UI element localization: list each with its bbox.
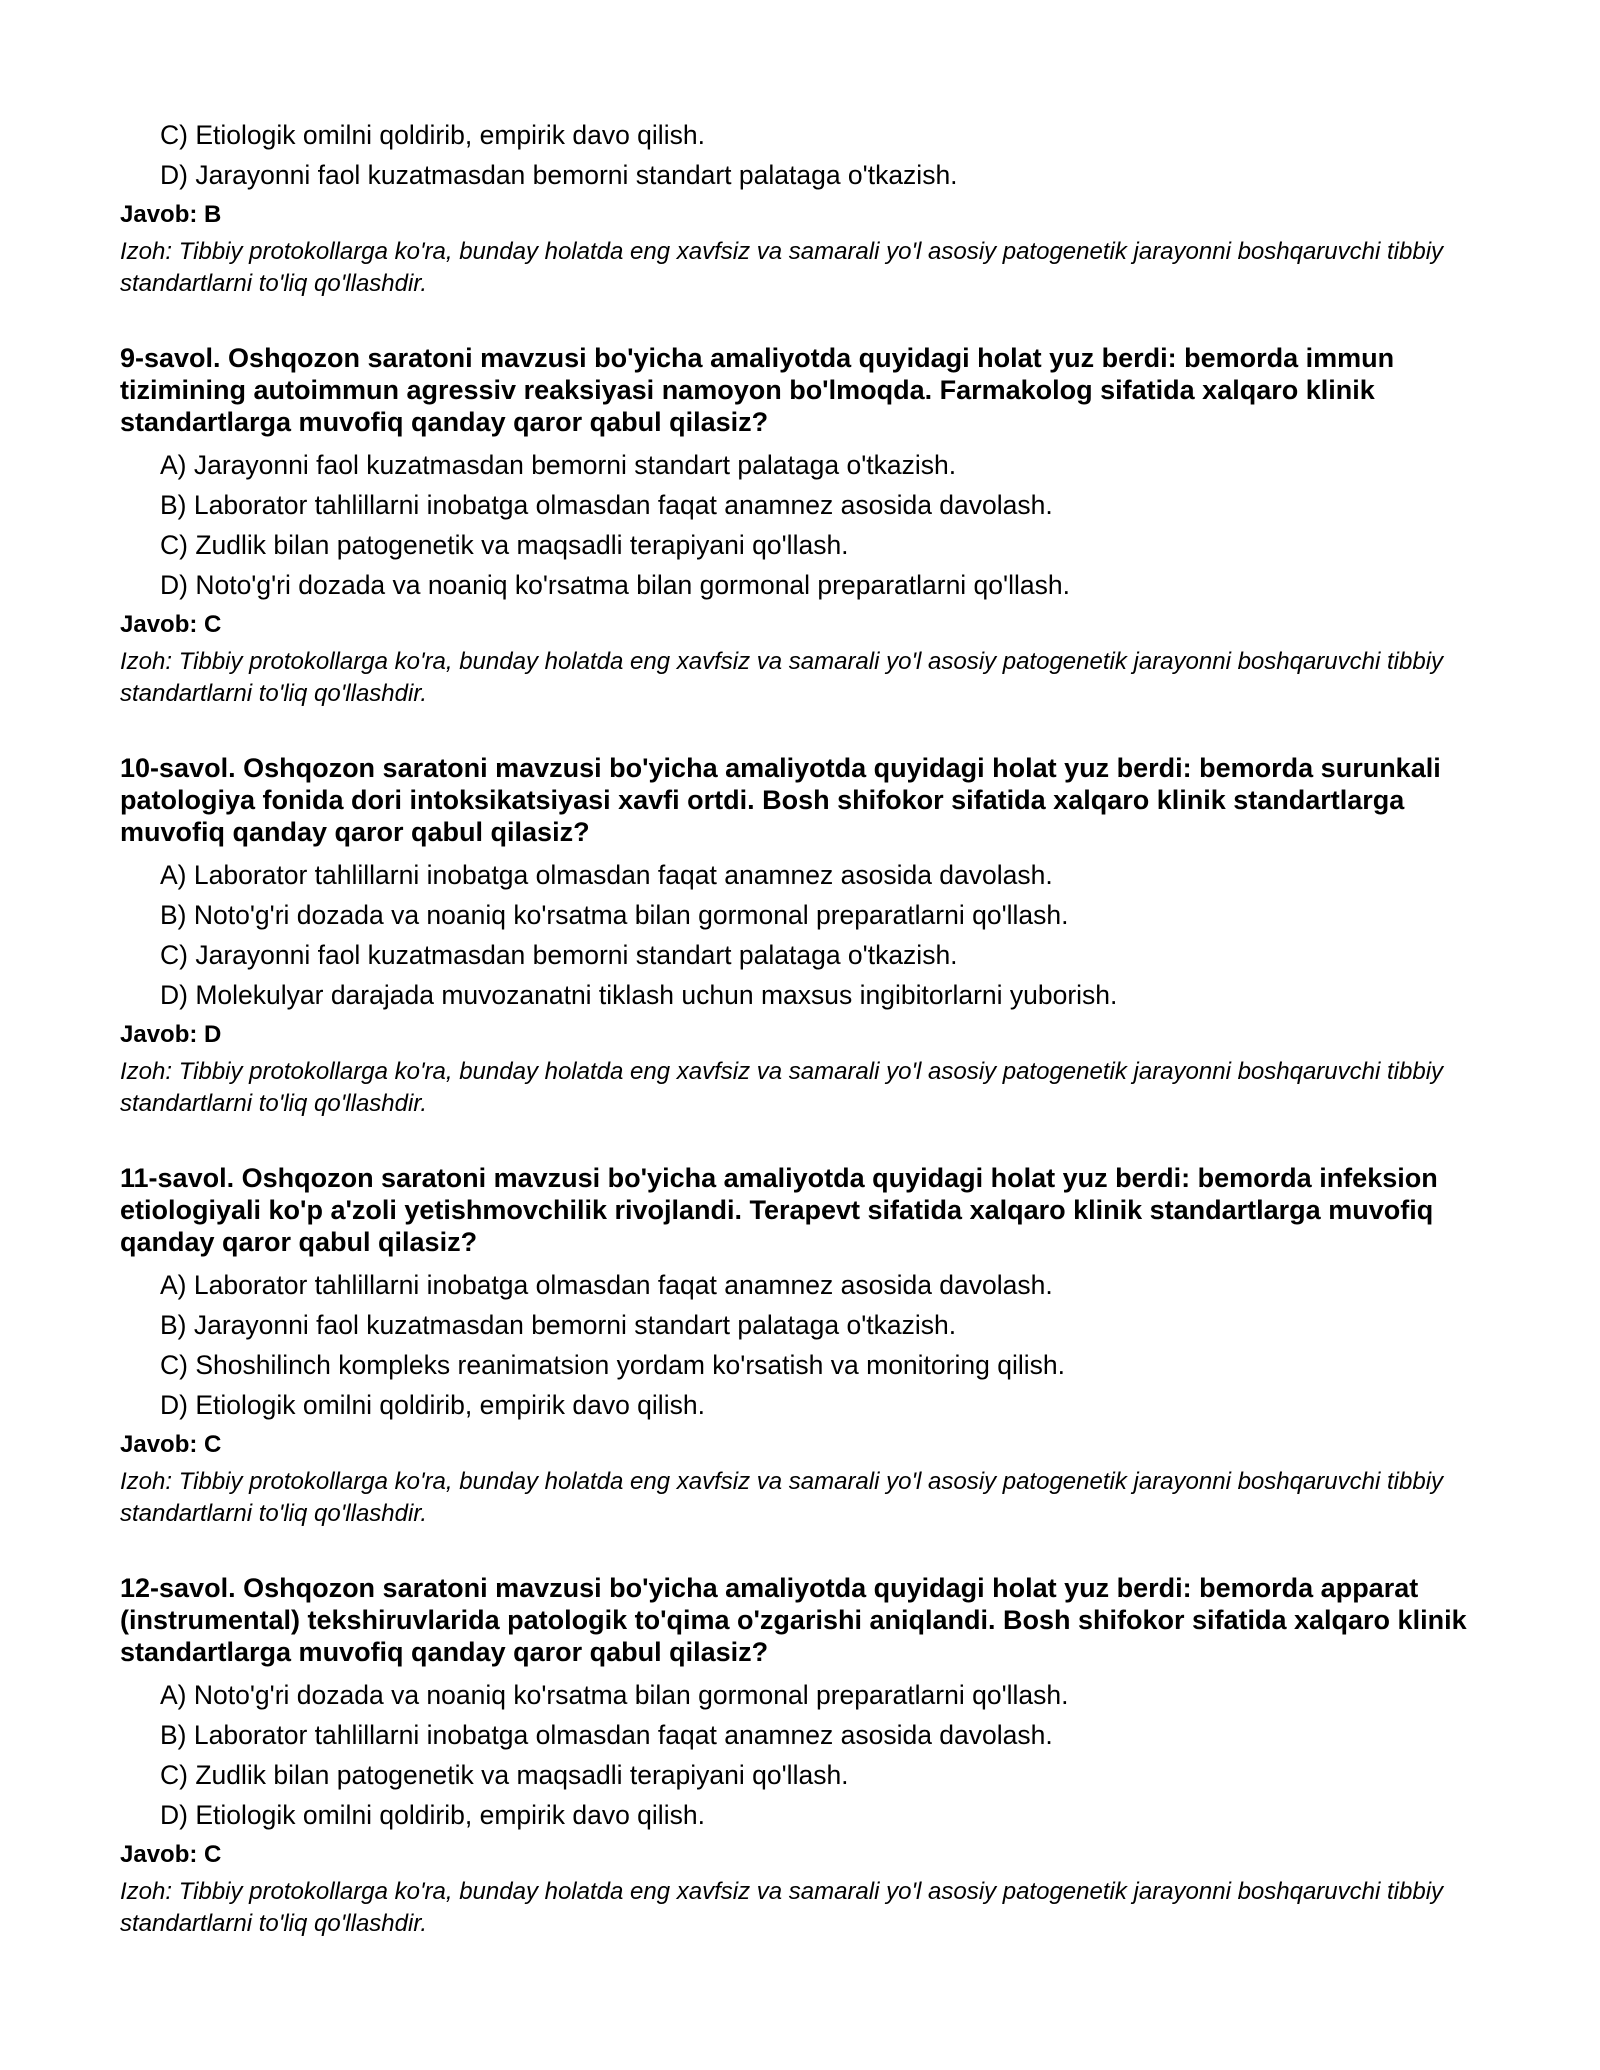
answer-label: Javob: C (120, 1431, 222, 1458)
option-b: B) Laborator tahlillarni inobatga olmasdan faqat anamnez asosida davolash. (160, 1720, 1053, 1750)
question-text: 12-savol. Oshqozon saratoni mavzusi bo'yicha amaliyotda quyidagi holat yuz berdi: bemorda apparat (instrumental) tekshiruvlarida patologik to'qima o'zgarishi aniqlandi. Bosh shifokor sifatida xalqaro klinik standartlarga muvofiq qanday qaror qabul qilasiz? (120, 1573, 1467, 1667)
option-d: D) Molekulyar darajada muvozanatni tiklash uchun maxsus ingibitorlarni yuborish. (160, 980, 1118, 1010)
answer-label: Javob: C (120, 611, 222, 638)
option-b: B) Jarayonni faol kuzatmasdan bemorni standart palataga o'tkazish. (160, 1310, 957, 1340)
question-text: 10-savol. Oshqozon saratoni mavzusi bo'yicha amaliyotda quyidagi holat yuz berdi: bemorda surunkali patologiya fonida dori intoksikatsiyasi xavfi ortdi. Bosh shifokor sifatida xalqaro klinik standartlarga muvofiq qanday qaror qabul qilasiz? (120, 753, 1441, 847)
option-d: D) Etiologik omilni qoldirib, empirik davo qilish. (160, 1390, 705, 1420)
answer-label: Javob: B (120, 201, 222, 228)
document-page (120, 120, 1500, 1940)
question-10 (120, 752, 1500, 1120)
answer-label: Javob: C (120, 1841, 222, 1868)
option-d: D) Etiologik omilni qoldirib, empirik davo qilish. (160, 1800, 705, 1830)
option-c: C) Jarayonni faol kuzatmasdan bemorni standart palataga o'tkazish. (160, 940, 958, 970)
question-text: 9-savol. Oshqozon saratoni mavzusi bo'yicha amaliyotda quyidagi holat yuz berdi: bemorda immun tizimining autoimmun agressiv reaksiyasi namoyon bo'lmoqda. Farmakolog sifatida xalqaro klinik standartlarga muvofiq qanday qaror qabul qilasiz? (120, 343, 1395, 437)
explanation-note: Izoh: Tibbiy protokollarga ko'ra, bunday holatda eng xavfsiz va samarali yo'l asosiy patogenetik jarayonni boshqaruvchi tibbiy standartlarni to'liq qo'llashdir. (120, 238, 1444, 297)
option-b: B) Noto'g'ri dozada va noaniq ko'rsatma bilan gormonal preparatlarni qo'llash. (160, 900, 1069, 930)
option-a: A) Laborator tahlillarni inobatga olmasdan faqat anamnez asosida davolash. (160, 1270, 1053, 1300)
explanation-note: Izoh: Tibbiy protokollarga ko'ra, bunday holatda eng xavfsiz va samarali yo'l asosiy patogenetik jarayonni boshqaruvchi tibbiy standartlarni to'liq qo'llashdir. (120, 1878, 1444, 1937)
question-9 (120, 342, 1500, 710)
option-c: C) Zudlik bilan patogenetik va maqsadli terapiyani qo'llash. (160, 530, 849, 560)
option-b: B) Laborator tahlillarni inobatga olmasdan faqat anamnez asosida davolash. (160, 490, 1053, 520)
option-c: C) Shoshilinch kompleks reanimatsion yordam ko'rsatish va monitoring qilish. (160, 1350, 1065, 1380)
explanation-note: Izoh: Tibbiy protokollarga ko'ra, bunday holatda eng xavfsiz va samarali yo'l asosiy patogenetik jarayonni boshqaruvchi tibbiy standartlarni to'liq qo'llashdir. (120, 1468, 1444, 1527)
option-a: A) Jarayonni faol kuzatmasdan bemorni standart palataga o'tkazish. (160, 450, 957, 480)
question-12 (120, 1572, 1500, 1940)
option-d: D) Jarayonni faol kuzatmasdan bemorni standart palataga o'tkazish. (160, 160, 958, 190)
answer-label: Javob: D (120, 1021, 222, 1048)
option-d: D) Noto'g'ri dozada va noaniq ko'rsatma bilan gormonal preparatlarni qo'llash. (160, 570, 1070, 600)
option-a: A) Noto'g'ri dozada va noaniq ko'rsatma bilan gormonal preparatlarni qo'llash. (160, 1680, 1069, 1710)
question-8-continuation (120, 120, 1500, 300)
question-11 (120, 1162, 1500, 1530)
option-c: C) Zudlik bilan patogenetik va maqsadli terapiyani qo'llash. (160, 1760, 849, 1790)
question-text: 11-savol. Oshqozon saratoni mavzusi bo'yicha amaliyotda quyidagi holat yuz berdi: bemorda infeksion etiologiyali ko'p a'zoli yetishmovchilik rivojlandi. Terapevt sifatida xalqaro klinik standartlarga muvofiq qanday qaror qabul qilasiz? (120, 1163, 1438, 1257)
option-a: A) Laborator tahlillarni inobatga olmasdan faqat anamnez asosida davolash. (160, 860, 1053, 890)
explanation-note: Izoh: Tibbiy protokollarga ko'ra, bunday holatda eng xavfsiz va samarali yo'l asosiy patogenetik jarayonni boshqaruvchi tibbiy standartlarni to'liq qo'llashdir. (120, 648, 1444, 707)
explanation-note: Izoh: Tibbiy protokollarga ko'ra, bunday holatda eng xavfsiz va samarali yo'l asosiy patogenetik jarayonni boshqaruvchi tibbiy standartlarni to'liq qo'llashdir. (120, 1058, 1444, 1117)
option-c: C) Etiologik omilni qoldirib, empirik davo qilish. (160, 120, 705, 150)
